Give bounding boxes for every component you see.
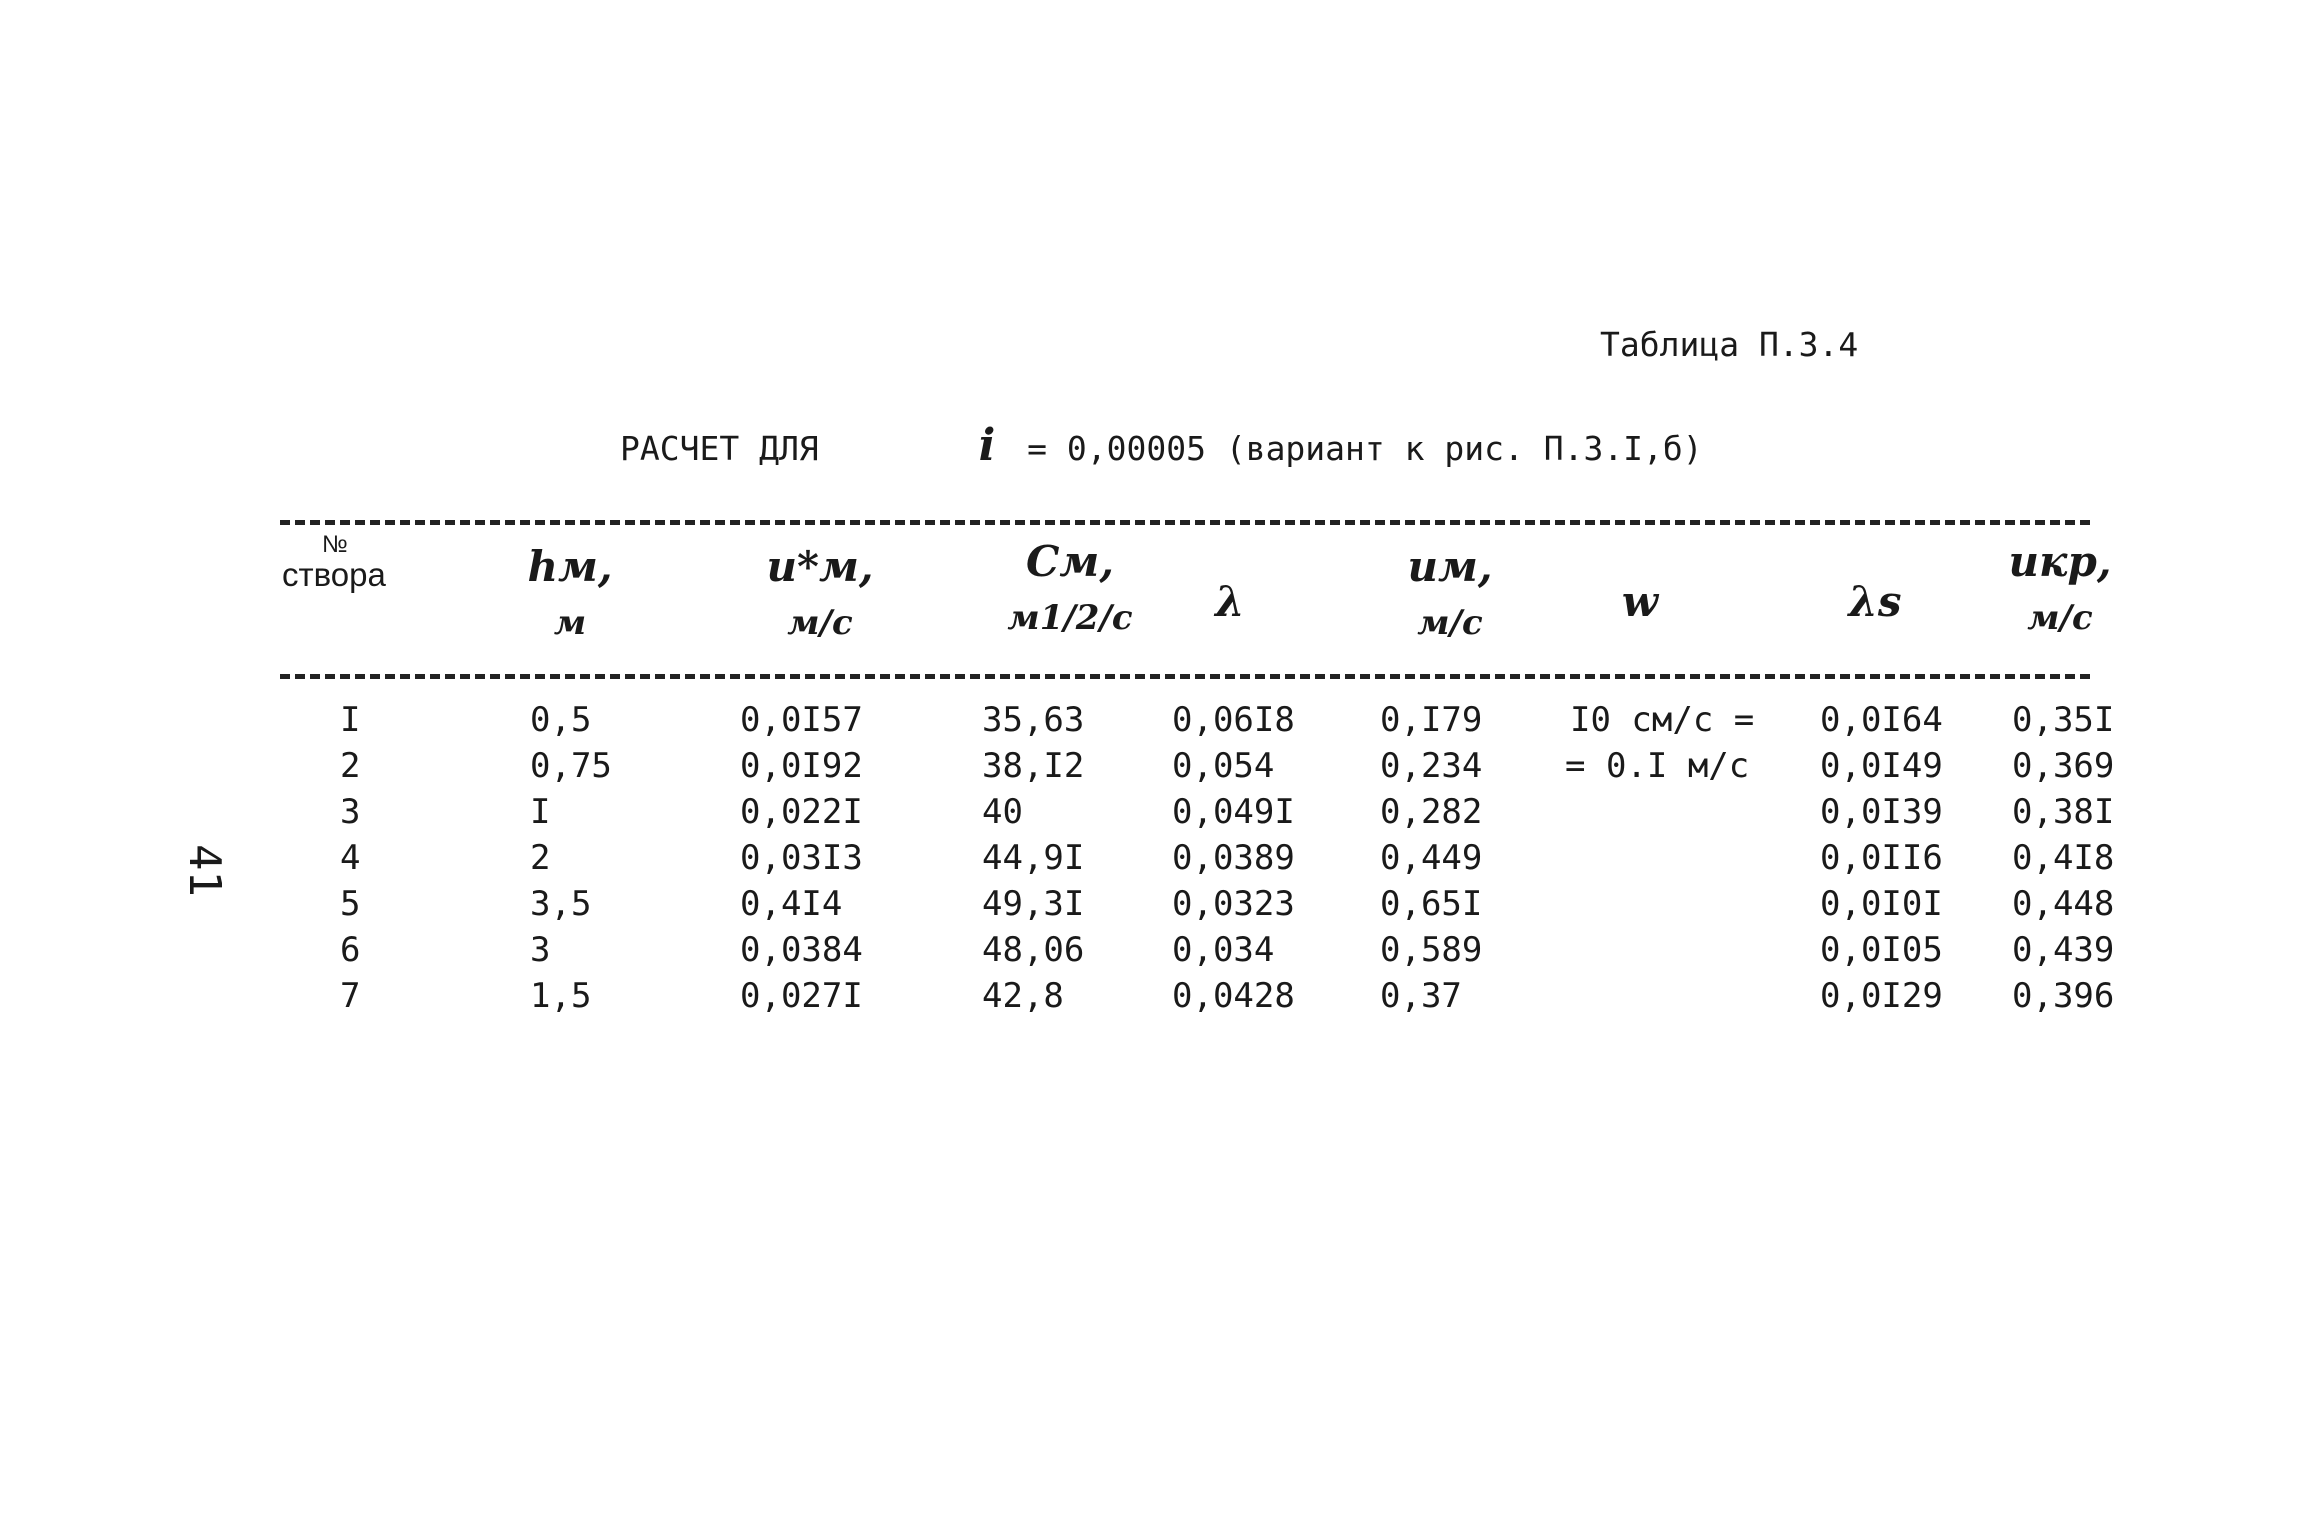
header-lambda-symbol: λ (1215, 577, 1245, 626)
cell-depth: 3,5 (530, 884, 592, 924)
header-chezy-symbol: Cм, (1026, 537, 1114, 586)
cell-section-number: I (340, 700, 361, 740)
cell-lambda: 0,054 (1172, 746, 1275, 786)
header-shear-velocity-unit: м/с (787, 603, 853, 643)
header-shear-velocity (745, 542, 895, 643)
header-depth-unit: м (553, 603, 587, 643)
cell-chezy: 35,63 (982, 700, 1085, 740)
cell-chezy: 48,06 (982, 930, 1085, 970)
cell-lambda: 0,0389 (1172, 838, 1295, 878)
header-velocity-unit: м/с (1417, 603, 1483, 643)
header-chezy-unit: м1/2/с (1007, 598, 1133, 638)
number-sign: № (322, 531, 348, 558)
cell-lambda-s: 0,0I29 (1820, 976, 1943, 1016)
cell-chezy: 44,9I (982, 838, 1085, 878)
cell-chezy: 38,I2 (982, 746, 1085, 786)
cell-velocity: 0,449 (1380, 838, 1483, 878)
cell-lambda-s: 0,0I39 (1820, 792, 1943, 832)
cell-shear-velocity: 0,0I57 (740, 700, 863, 740)
cell-velocity: 0,234 (1380, 746, 1483, 786)
header-critical-velocity-symbol: uкр, (2008, 537, 2112, 586)
cell-lambda: 0,034 (1172, 930, 1275, 970)
cell-velocity: 0,65I (1380, 884, 1483, 924)
title-text: РАСЧЕТ ДЛЯ (620, 429, 819, 468)
header-critical-velocity (1990, 537, 2130, 638)
cell-velocity: 0,282 (1380, 792, 1483, 832)
cell-velocity: 0,589 (1380, 930, 1483, 970)
header-depth (520, 542, 620, 643)
cell-chezy: 42,8 (982, 976, 1064, 1016)
header-bottom-rule (280, 674, 2090, 679)
cell-shear-velocity: 0,0384 (740, 930, 863, 970)
header-section-number (282, 532, 386, 592)
cell-chezy: 49,3I (982, 884, 1085, 924)
cell-critical-velocity: 0,396 (2012, 976, 2115, 1016)
cell-lambda-s: 0,0I49 (1820, 746, 1943, 786)
cell-depth: 3 (530, 930, 551, 970)
cell-shear-velocity: 0,0I92 (740, 746, 863, 786)
table-title (620, 420, 1703, 471)
header-lambda (1190, 577, 1270, 626)
cell-critical-velocity: 0,38I (2012, 792, 2115, 832)
cell-section-number: 6 (340, 930, 361, 970)
cell-section-number: 2 (340, 746, 361, 786)
cell-lambda-s: 0,0I64 (1820, 700, 1943, 740)
cell-section-number: 7 (340, 976, 361, 1016)
slope-symbol: i (978, 420, 996, 471)
cell-lambda: 0,049I (1172, 792, 1295, 832)
cell-velocity: 0,I79 (1380, 700, 1483, 740)
header-shear-velocity-symbol: u*м, (766, 542, 874, 591)
cell-critical-velocity: 0,369 (2012, 746, 2115, 786)
cell-critical-velocity: 0,439 (2012, 930, 2115, 970)
header-section-label: створа (282, 556, 386, 593)
header-depth-symbol: hм, (527, 542, 613, 591)
cell-section-number: 3 (340, 792, 361, 832)
cell-depth: 0,5 (530, 700, 592, 740)
cell-chezy: 40 (982, 792, 1023, 832)
cell-shear-velocity: 0,4I4 (740, 884, 843, 924)
header-chezy (980, 537, 1160, 638)
header-lambda-s (1830, 577, 1920, 626)
cell-lambda-s: 0,0II6 (1820, 838, 1943, 878)
header-lambda-s-symbol: λs (1848, 577, 1902, 626)
cell-critical-velocity: 0,448 (2012, 884, 2115, 924)
cell-depth: 1,5 (530, 976, 592, 1016)
fall-velocity-note-line-2: = 0.I м/с (1565, 746, 1750, 786)
cell-depth: I (530, 792, 551, 832)
fall-velocity-note-line-1: I0 см/с = (1570, 700, 1755, 740)
cell-section-number: 4 (340, 838, 361, 878)
header-fall-velocity (1600, 577, 1680, 626)
cell-shear-velocity: 0,027I (740, 976, 863, 1016)
cell-critical-velocity: 0,35I (2012, 700, 2115, 740)
cell-shear-velocity: 0,03I3 (740, 838, 863, 878)
cell-lambda: 0,06I8 (1172, 700, 1295, 740)
cell-section-number: 5 (340, 884, 361, 924)
cell-shear-velocity: 0,022I (740, 792, 863, 832)
cell-lambda: 0,0428 (1172, 976, 1295, 1016)
cell-critical-velocity: 0,4I8 (2012, 838, 2115, 878)
title-formula: = 0,00005 (вариант к рис. П.3.I,б) (1027, 429, 1703, 468)
cell-lambda: 0,0323 (1172, 884, 1295, 924)
table-label: Таблица П.3.4 (1600, 325, 1859, 364)
cell-lambda-s: 0,0I0I (1820, 884, 1943, 924)
header-critical-velocity-unit: м/с (2027, 598, 2093, 638)
header-top-rule (280, 520, 2090, 525)
header-velocity-symbol: uм, (1407, 542, 1493, 591)
cell-velocity: 0,37 (1380, 976, 1462, 1016)
header-velocity (1380, 542, 1520, 643)
cell-depth: 0,75 (530, 746, 612, 786)
cell-lambda-s: 0,0I05 (1820, 930, 1943, 970)
header-fall-velocity-symbol: w (1621, 577, 1659, 626)
cell-depth: 2 (530, 838, 551, 878)
page-number: 41 (178, 844, 230, 897)
